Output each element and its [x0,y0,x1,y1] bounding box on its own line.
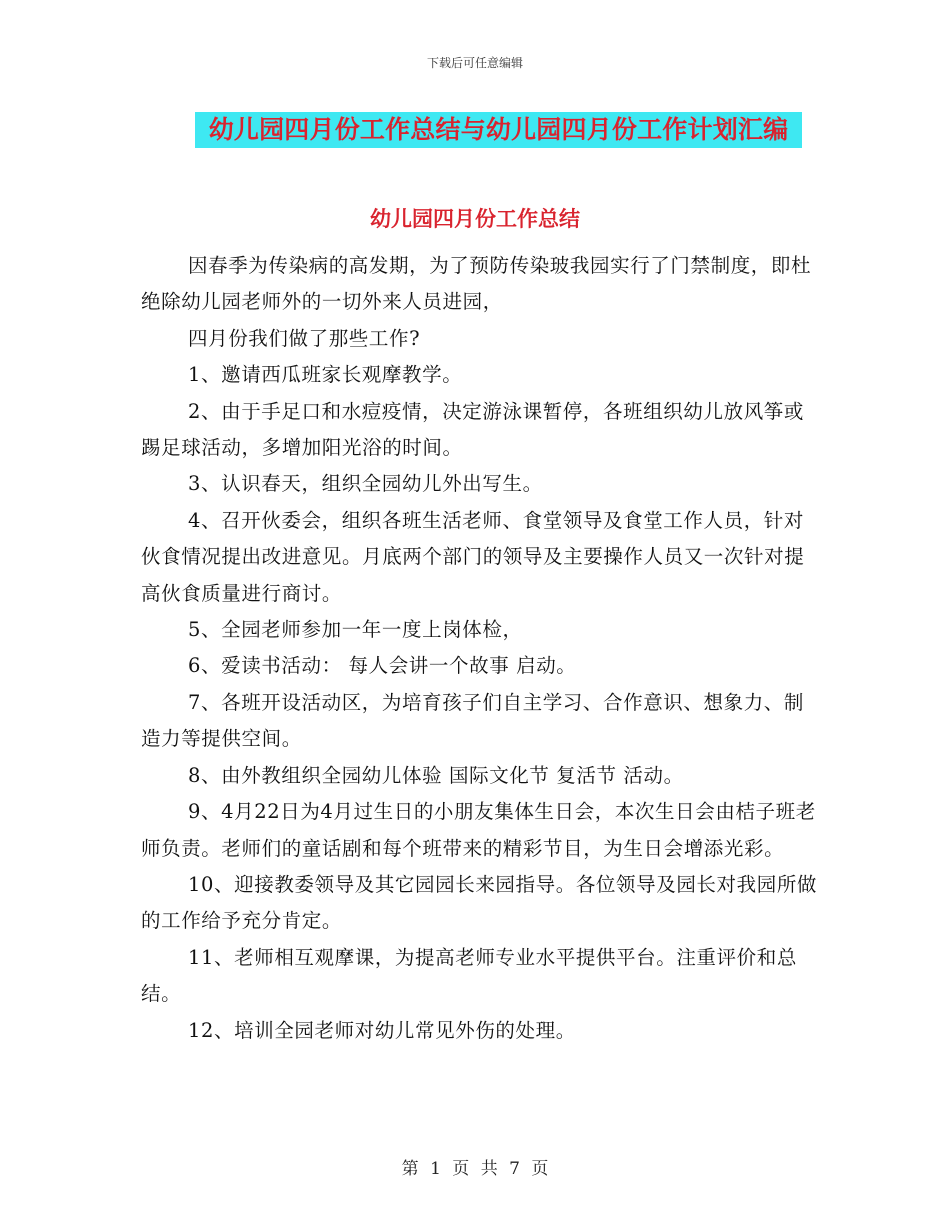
paragraph-item-9: 9、4月22日为4月过生日的小朋友集体生日会，本次生日会由桔子班老师负责。老师们的童话剧和每个班带来的精彩节目，为生日会增添光彩。 [141,800,816,860]
page-number-footer: 第 1 页 共 7 页 [401,1159,549,1179]
paragraph-item-11: 11、老师相互观摩课，为提高老师专业水平提供平台。注重评价和总结。 [141,945,797,1006]
paragraph-item-1: 1、邀请西瓜班家长观摩教学。 [188,363,463,387]
paragraph-item-10: 10、迎接教委领导及其它园园长来园指导。各位领导及园长对我园所做的工作给予充分肯定。 [141,872,818,933]
paragraph-item-3: 3、认识春天，组织全园幼儿外出写生。 [188,472,543,496]
header-note: 下载后可任意编辑 [426,56,523,70]
document-title: 幼儿园四月份工作总结与幼儿园四月份工作计划汇编 [195,112,802,148]
section-title: 幼儿园四月份工作总结 [370,207,580,231]
paragraph-item-7: 7、各班开设活动区，为培育孩子们自主学习、合作意识、想象力、制造力等提供空间。 [141,690,805,751]
body-text [141,248,821,1049]
paragraph-intro: 因春季为传染病的高发期，为了预防传染玻我园实行了门禁制度，即杜绝除幼儿园老师外的一切外来人员进园， [141,254,812,314]
paragraph-item-4: 4、召开伙委会，组织各班生活老师、食堂领导及食堂工作人员，针对伙食情况提出改进意见。月底两个部门的领导及主要操作人员又一次针对提高伙食质量进行商讨。 [141,508,805,605]
paragraph-item-12: 12、培训全园老师对幼儿常见外伤的处理。 [188,1018,576,1042]
paragraph-question: 四月份我们做了那些工作? [188,326,421,350]
paragraph-item-5: 5、全园老师参加一年一度上岗体检， [188,618,523,642]
paragraph-item-6: 6、爱读书活动： 每人会讲一个故事 启动。 [188,654,577,678]
paragraph-item-8: 8、由外教组织全园幼儿体验 国际文化节 复活节 活动。 [188,763,684,787]
paragraph-item-2: 2、由于手足口和水痘疫情，决定游泳课暂停，各班组织幼儿放风筝或踢足球活动，多增加阳光浴的时间。 [141,399,805,460]
